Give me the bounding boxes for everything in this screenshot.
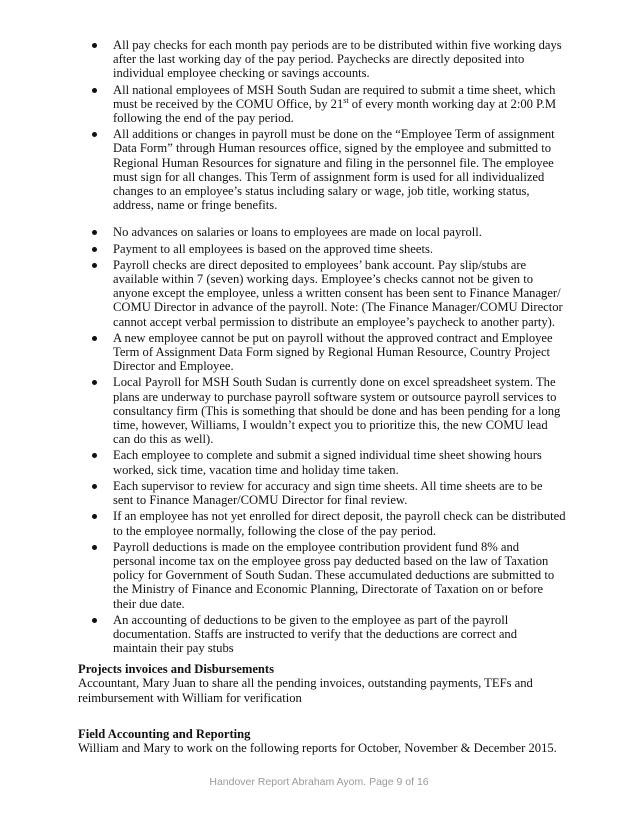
bullet-item: All pay checks for each month pay periods are to be distributed within five working days after the last working day of the pay period. Paychecks are directly deposited into individual employee checking or savings accounts. xyxy=(0,38,638,81)
bullet-icon xyxy=(92,336,97,341)
bullet-item: A new employee cannot be put on payroll without the approved contract and Employee Term of Assignment Data Form signed by Regional Human Resource, Country Project Director and Employee. xyxy=(0,331,638,374)
bullet-item: No advances on salaries or loans to employees are made on local payroll. xyxy=(0,225,638,239)
bullet-icon xyxy=(92,132,97,137)
bullet-icon xyxy=(92,514,97,519)
bullet-item: Payroll deductions is made on the employee contribution provident fund 8% and personal income tax on the employee gross pay deducted based on the law of Taxation policy for Government of South Sudan. These accumulated deductions are submitted to the Ministry of Finance and Economic Planning, Directorate of Taxation on or before their due date. xyxy=(0,540,638,611)
bullet-item: All national employees of MSH South Sudan are required to submit a time sheet, which must be received by the COMU Office, by 21st of every month working day at 2:00 P.M following the end of the pay period. xyxy=(0,83,638,126)
bullet-item: All additions or changes in payroll must be done on the “Employee Term of assignment Data Form” through Human resources office, signed by the employee and submitted to Regional Human Resources for signature and filing in the personnel file. The employee must sign for all changes. This Term of assignment form is used for all individualized changes to an employee’s status including salary or wage, job title, working status, address, name or fringe benefits. xyxy=(0,127,638,212)
bullet-item: Each supervisor to review for accuracy and sign time sheets. All time sheets are to be sent to Finance Manager/COMU Director for final review. xyxy=(0,479,638,507)
bullet-item: Local Payroll for MSH South Sudan is currently done on excel spreadsheet system. The plans are underway to purchase payroll software system or outsource payroll services to consultancy firm (This is something that should be done and has been pending for a long time, however, Williams, I wouldn’t expect you to prioritize this, the new COMU lead can do this as well). xyxy=(0,375,638,446)
bullet-icon xyxy=(92,43,97,48)
section-text: Accountant, Mary Juan to share all the pending invoices, outstanding payments, TEFs and reimbursement with William for verification xyxy=(78,676,533,705)
bullet-icon xyxy=(92,618,97,623)
bullet-item: An accounting of deductions to be given to the employee as part of the payroll documentation. Staffs are instructed to verify that the deductions are correct and maintain their pay stubs xyxy=(0,613,638,656)
bullet-icon xyxy=(92,230,97,235)
bullet-icon xyxy=(92,247,97,252)
bullet-item: Payroll checks are direct deposited to employees’ bank account. Pay slip/stubs are available within 7 (seven) working days. Employee’s checks cannot not be given to anyone except the employee, unless a written consent has been sent to Finance Manager/ COMU Director in advance of the payroll. Note: (The Finance Manager/COMU Director cannot accept verbal permission to distribute an employee’s paycheck to another party). xyxy=(0,258,638,329)
bullet-item: If an employee has not yet enrolled for direct deposit, the payroll check can be distributed to the employee normally, following the close of the pay period. xyxy=(0,509,638,537)
bullet-icon xyxy=(92,380,97,385)
section-field-accounting xyxy=(78,727,558,756)
section-text: William and Mary to work on the following reports for October, November & December 2015. xyxy=(78,741,557,756)
payroll-bullet-list xyxy=(0,38,638,657)
bullet-icon xyxy=(92,453,97,458)
section-invoices xyxy=(78,662,558,705)
bullet-icon xyxy=(92,545,97,550)
bullet-icon xyxy=(92,263,97,268)
section-heading: Projects invoices and Disbursements xyxy=(78,662,275,676)
bullet-item: Each employee to complete and submit a signed individual time sheet showing hours worked, sick time, vacation time and holiday time taken. xyxy=(0,448,638,476)
bullet-icon xyxy=(92,88,97,93)
section-heading: Field Accounting and Reporting xyxy=(78,727,251,741)
page-footer: Handover Report Abraham Ayom. Page 9 of 16 xyxy=(209,776,429,788)
bullet-icon xyxy=(92,484,97,489)
bullet-item: Payment to all employees is based on the approved time sheets. xyxy=(0,242,638,256)
